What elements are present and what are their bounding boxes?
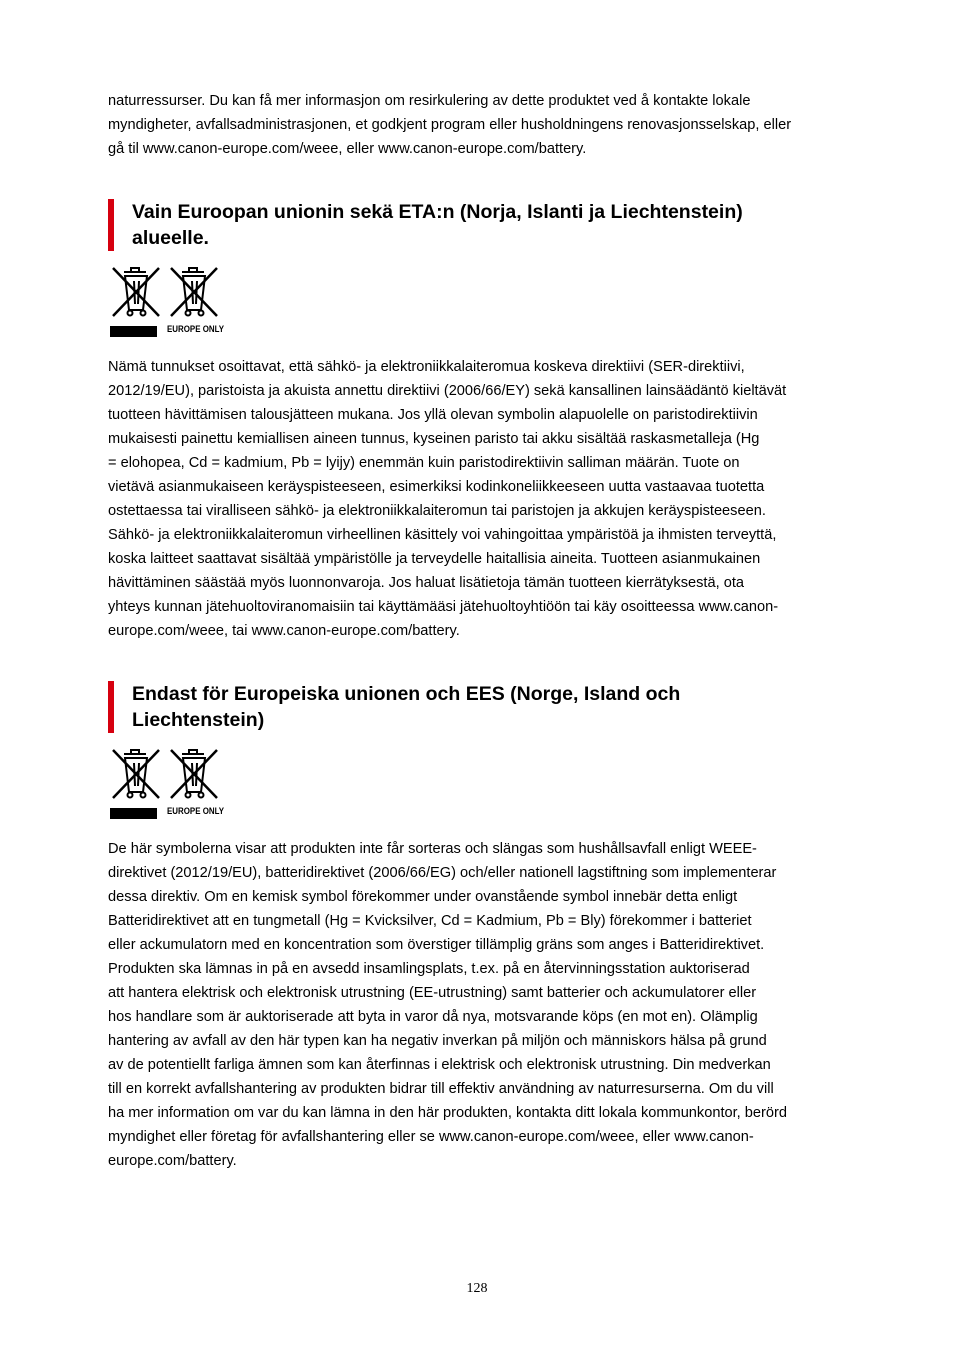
text-line: att hantera elektrisk och elektronisk utrustning (EE-utrustning) samt batterier och ackumulatorer eller — [108, 985, 757, 1001]
text-line: mukaisesti painettu kemiallisen aineen tunnus, kyseinen paristo tai akku sisältää raskasmetalleja (Hg — [108, 431, 760, 447]
text-line: direktivet (2012/19/EU), batteridirektivet (2006/66/EG) och/eller nationell lagstiftning som implementerar — [108, 865, 777, 881]
europe-only-label: EUROPE ONLY — [167, 324, 224, 334]
text-line: = elohopea, Cd = kadmium, Pb = lyijy) enemmän kuin paristodirektiivin salliman määrän. Tuote on — [108, 455, 740, 471]
text-line: Produkten ska lämnas in på en avsedd insamlingsplats, t.ex. på en återvinningsstation auktoriserad — [108, 961, 750, 977]
text-line: myndigheter, avfallsadministrasjonen, et godkjent program eller husholdningens renovasjonsselskap, eller — [108, 117, 792, 133]
text-line: dessa direktiv. Om en kemisk symbol förekommer under ovanstående symbol innebär detta enligt — [108, 889, 738, 905]
text-line: Batteridirektivet att en tungmetall (Hg = Kvicksilver, Cd = Kadmium, Pb = Bly) förekommer i batteriet — [108, 913, 752, 929]
europe-only-label: EUROPE ONLY — [167, 806, 224, 816]
black-bar — [110, 326, 157, 337]
black-bar — [110, 808, 157, 819]
body-paragraph-finnish — [108, 355, 864, 643]
text-line: gå til www.canon-europe.com/weee, eller www.canon-europe.com/battery. — [108, 141, 587, 157]
text-line: till en korrekt avfallshantering av produkten bidrar till effektiv användning av naturresurserna. Om du vill — [108, 1081, 774, 1097]
section-heading-swedish — [108, 681, 888, 733]
text-line: av de potentiellt farliga ämnen som kan återfinnas i elektrisk och elektronisk utrustning. Din medverkan — [108, 1057, 771, 1073]
text-line: De här symbolerna visar att produkten inte får sorteras och slängas som hushållsavfall enligt WEEE- — [108, 841, 757, 857]
page-number: 128 — [466, 1281, 488, 1296]
crossed-bin-europe-icon — [171, 268, 217, 316]
heading-line: Endast för Europeiska unionen och EES (Norge, Island och — [132, 683, 681, 705]
text-line: tuotteen hävittämisen talousjätteen mukana. Jos yllä olevan symbolin alapuolelle on paristodirektiivin — [108, 407, 758, 423]
text-line: koska laitteet saattavat sisältää ympäristölle ja terveydelle haitallisia aineita. Tuotteen asianmukainen — [108, 551, 761, 567]
heading-line: Liechtenstein) — [132, 709, 265, 731]
body-paragraph-swedish — [108, 837, 864, 1173]
text-line: ha mer information om var du kan lämna in den här produkten, kontakta ditt lokala kommunkontor, berörd — [108, 1105, 787, 1121]
heading-line: alueelle. — [132, 227, 209, 249]
text-line: eller ackumulatorn med en koncentration som överstiger tillämplig gräns som anges i Batteridirektivet. — [108, 937, 765, 953]
text-line: europe.com/weee, tai www.canon-europe.com/battery. — [108, 623, 460, 639]
text-line: myndighet eller företag för avfallshantering eller se www.canon-europe.com/weee, eller www.canon- — [108, 1129, 754, 1145]
heading-line: Vain Euroopan unionin sekä ETA:n (Norja, Islanti ja Liechtenstein) — [132, 201, 743, 223]
weee-symbols-finnish — [108, 264, 228, 342]
text-line: naturressurser. Du kan få mer informasjon om resirkulering av dette produktet ved å kontakte lokale — [108, 93, 751, 109]
text-line: ostettaessa tai viralliseen sähkö- ja elektroniikkalaiteromun tai paristojen ja akkujen keräyspisteeseen. — [108, 503, 766, 519]
crossed-bin-icon — [113, 750, 159, 798]
crossed-bin-icon — [113, 268, 159, 316]
intro-paragraph — [108, 89, 864, 161]
section-heading-finnish — [108, 199, 888, 251]
text-line: 2012/19/EU), paristoista ja akuista annettu direktiivi (2006/66/EY) sekä kansallinen lainsäädäntö kieltävät — [108, 383, 787, 399]
text-line: Sähkö- ja elektroniikkalaiteromun virheellinen käsittely voi vahingoittaa ympäristöä ja ihmisten terveyttä, — [108, 527, 777, 543]
text-line: hantering av avfall av den här typen kan ha negativ inverkan på miljön och människors hälsa på grund — [108, 1033, 767, 1049]
text-line: Nämä tunnukset osoittavat, että sähkö- ja elektroniikkalaiteromua koskeva direktiivi (SER-direktiivi, — [108, 359, 745, 375]
weee-symbols-swedish — [108, 746, 228, 824]
text-line: vietävä asianmukaiseen keräyspisteeseen, esimerkiksi kodinkoneliikkeeseen uutta vastaavaa tuotetta — [108, 479, 765, 495]
text-line: hos handlare som är auktoriserade att byta in varor då nya, motsvarande köps (en mot en). Olämplig — [108, 1009, 758, 1025]
text-line: europe.com/battery. — [108, 1153, 237, 1169]
text-line: hävittäminen säästää myös luonnonvaroja. Jos haluat lisätietoja tämän tuotteen kierrätyksestä, ota — [108, 575, 744, 591]
crossed-bin-europe-icon — [171, 750, 217, 798]
text-line: yhteys kunnan jätehuoltoviranomaisiin tai käyttämääsi jätehuoltoyhtiöön tai käy osoitteessa www.canon- — [108, 599, 779, 615]
